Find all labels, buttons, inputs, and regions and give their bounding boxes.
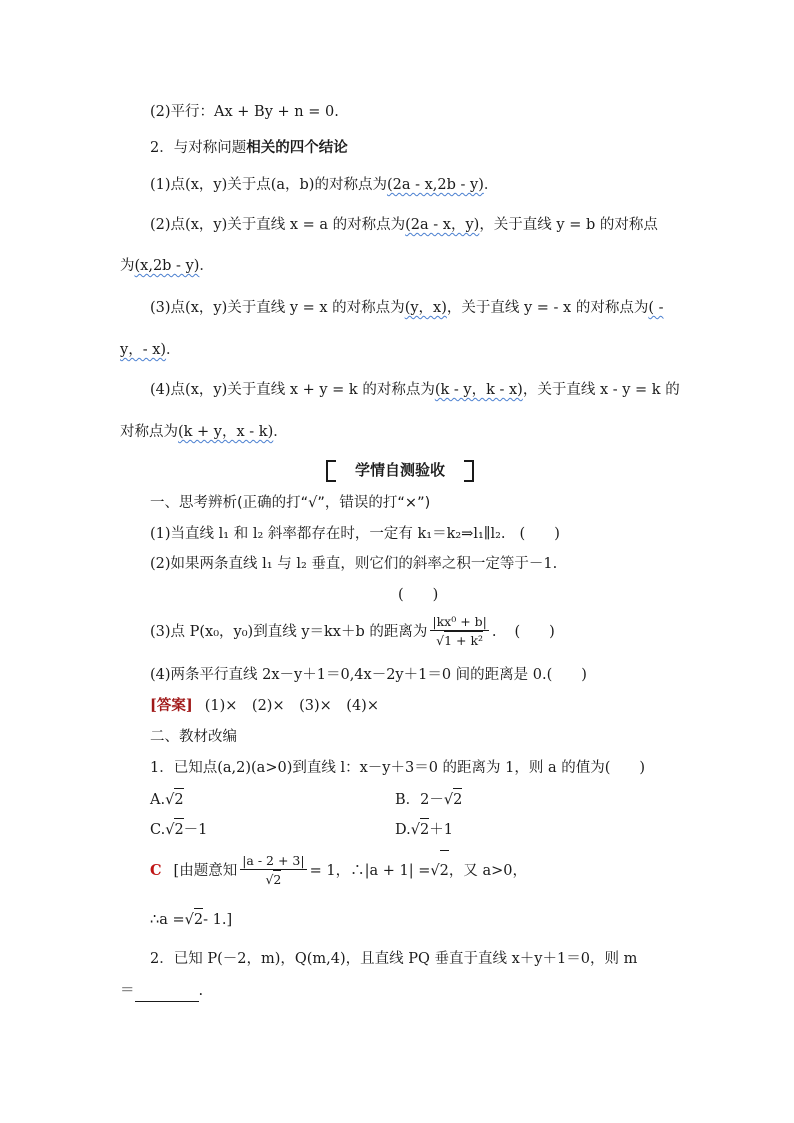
solution-answer-letter: C [150, 862, 162, 879]
symmetry-1-answer: (2a - x,2b - y) [386, 177, 484, 193]
sqrt-icon: √ [436, 633, 445, 648]
choices-row-ab [150, 788, 710, 810]
symmetry-3-answer: (y，x) [404, 300, 447, 316]
symmetry-line-y-neg-x [120, 339, 680, 361]
item-2-number: 2． [150, 140, 174, 156]
solution-line-2 [150, 908, 710, 931]
solution-text-a: [由题意知 [173, 863, 238, 879]
choice-b-radicand: 2 [453, 788, 462, 811]
choice-a-radicand: 2 [174, 788, 183, 811]
judge-question-1 [150, 523, 710, 545]
judge-q2-paren: ( ) [398, 587, 439, 603]
answer-line [150, 695, 710, 717]
solution-denominator-radicand: 2 [273, 872, 282, 887]
exercise-question-1: 1．已知点(a,2)(a>0)到直线 l：x－y＋3＝0 的距离为 1，则 a 的值为( ) [150, 760, 646, 776]
answer-text: (1)× (2)× (3)× (4)× [204, 698, 379, 714]
symmetry-3-text: (3)点(x，y)关于直线 y = x 的对称点为 [150, 300, 405, 316]
symmetry-1-end: ． [483, 177, 499, 193]
choice-d[interactable] [395, 818, 453, 841]
symmetry-1-text: (1)点(x，y)关于点(a，b)的对称点为 [150, 177, 387, 193]
symmetry-2b-end: ． [199, 258, 214, 274]
item-2-text-b: 相关的四个结论 [246, 139, 348, 156]
judge-question-2: (2)如果两条直线 l₁ 与 l₂ 垂直，则它们的斜率之积一定等于－1. [150, 556, 558, 572]
answer-tag: [答案] [150, 697, 193, 714]
bracket-left-icon [326, 460, 336, 482]
choice-d-suffix: ＋1 [429, 822, 453, 838]
symmetry-4b-answer: (k + y，x - k) [178, 424, 274, 440]
solution2-text-a: ∴a = [150, 912, 185, 928]
solution-text-c: ，又 a>0， [448, 863, 527, 879]
choice-a-label: A. [150, 792, 166, 808]
symmetry-3b-end: ． [166, 342, 181, 358]
symmetry-3b-answer: y，- x) [120, 342, 167, 358]
distance-denominator [430, 631, 488, 650]
sqrt-icon: √ [165, 822, 175, 838]
exercise-question-2-blank-line [120, 980, 680, 1002]
symmetry-2b-text: 为 [120, 258, 135, 274]
solution-fraction [240, 853, 306, 889]
judge-question-4: (4)两条平行直线 2x－y＋1＝0,4x－2y＋1＝0 间的距离是 0.( ) [150, 667, 587, 683]
symmetry-2-text-b: ，关于直线 y = b 的对称点 [479, 217, 658, 233]
blank-end: . [198, 983, 204, 999]
solution-numerator: |a - 2 + 3| [242, 853, 305, 868]
solution-denominator [240, 870, 306, 889]
choice-a[interactable] [150, 788, 184, 811]
judge-q1-text: (1)当直线 l₁ 和 l₂ 斜率都存在时，一定有 k₁＝k₂⇒l₁∥l₂. [150, 526, 506, 542]
sqrt-icon: √ [410, 822, 420, 838]
symmetry-line-x-a [150, 214, 710, 236]
solution-text-b: = 1，∴|a + 1| = [309, 863, 431, 879]
choice-c-label: C. [150, 822, 166, 838]
bracket-right-icon [464, 460, 474, 482]
judge-q3-paren: ( ) [514, 624, 555, 640]
section-title-banner [320, 457, 480, 483]
distance-fraction [430, 614, 488, 650]
sqrt-icon: √ [265, 872, 274, 887]
solution-radicand-b: 2 [440, 850, 449, 891]
choice-d-label: D. [395, 822, 411, 838]
solution-line-1 [150, 850, 710, 890]
judge-question-3 [150, 612, 710, 652]
choice-d-radicand: 2 [420, 818, 429, 841]
sqrt-icon: √ [184, 912, 194, 928]
part1-heading [150, 492, 710, 514]
equals-sign: ＝ [120, 983, 135, 999]
symmetry-4b-text: 对称点为 [120, 424, 178, 440]
choice-b-label: B．2－ [395, 792, 444, 808]
sqrt-icon: √ [165, 792, 175, 808]
distance-numerator: |kx⁰ + b| [432, 614, 487, 629]
symmetry-3-answer-b: ( - [648, 300, 664, 316]
symmetry-line-y-x [150, 297, 710, 319]
part1-heading-text: 一、思考辨析(正确的打“√”，错误的打“×”) [150, 495, 431, 511]
answer-blank[interactable] [135, 987, 199, 1002]
part2-heading: 二、教材改编 [150, 729, 237, 745]
symmetry-line-x-plus-y [150, 379, 710, 401]
symmetry-2b-answer: (x,2b - y) [134, 258, 200, 274]
symmetry-3-text-b: ，关于直线 y = - x 的对称点为 [446, 300, 649, 316]
solution2-text-b: - 1.] [203, 912, 233, 928]
judge-q3-text: (3)点 P(x₀，y₀)到直线 y＝kx＋b 的距离为 [150, 624, 428, 640]
judge-q3-end: . [491, 624, 497, 640]
solution2-radicand: 2 [194, 908, 203, 931]
distance-denominator-radicand: 1 + k² [444, 633, 484, 648]
section-title: 学情自测验收 [354, 461, 445, 479]
item-2-text-a: 与对称问题 [173, 140, 247, 156]
sqrt-icon: √ [443, 792, 454, 808]
symmetry-point-1 [150, 174, 710, 196]
symmetry-2-text: (2)点(x，y)关于直线 x = a 的对称点为 [150, 217, 406, 233]
symmetry-line-x-minus-y [120, 421, 680, 443]
item-2-heading [150, 137, 710, 159]
choice-c[interactable] [150, 818, 207, 841]
exercise-question-2: 2．已知 P(－2，m)，Q(m,4)，且直线 PQ 垂直于直线 x＋y＋1＝0，则 m [150, 951, 638, 967]
choices-row-cd [150, 818, 710, 840]
sqrt-icon: √ [430, 863, 440, 879]
parallel-line-formula: (2)平行：Ax + By + n = 0. [150, 104, 339, 120]
judge-q1-paren: ( ) [519, 526, 560, 542]
symmetry-4b-end: ． [273, 424, 288, 440]
choice-b[interactable] [395, 788, 462, 811]
symmetry-4-text: (4)点(x，y)关于直线 x + y = k 的对称点为 [150, 382, 435, 398]
choice-c-suffix: －1 [183, 822, 208, 838]
symmetry-4-text-b: ，关于直线 x - y = k 的 [522, 382, 680, 398]
choice-c-radicand: 2 [174, 818, 183, 841]
symmetry-4-answer: (k - y，k - x) [434, 382, 523, 398]
symmetry-line-y-b [120, 255, 680, 277]
symmetry-2-answer: (2a - x，y) [405, 217, 480, 233]
